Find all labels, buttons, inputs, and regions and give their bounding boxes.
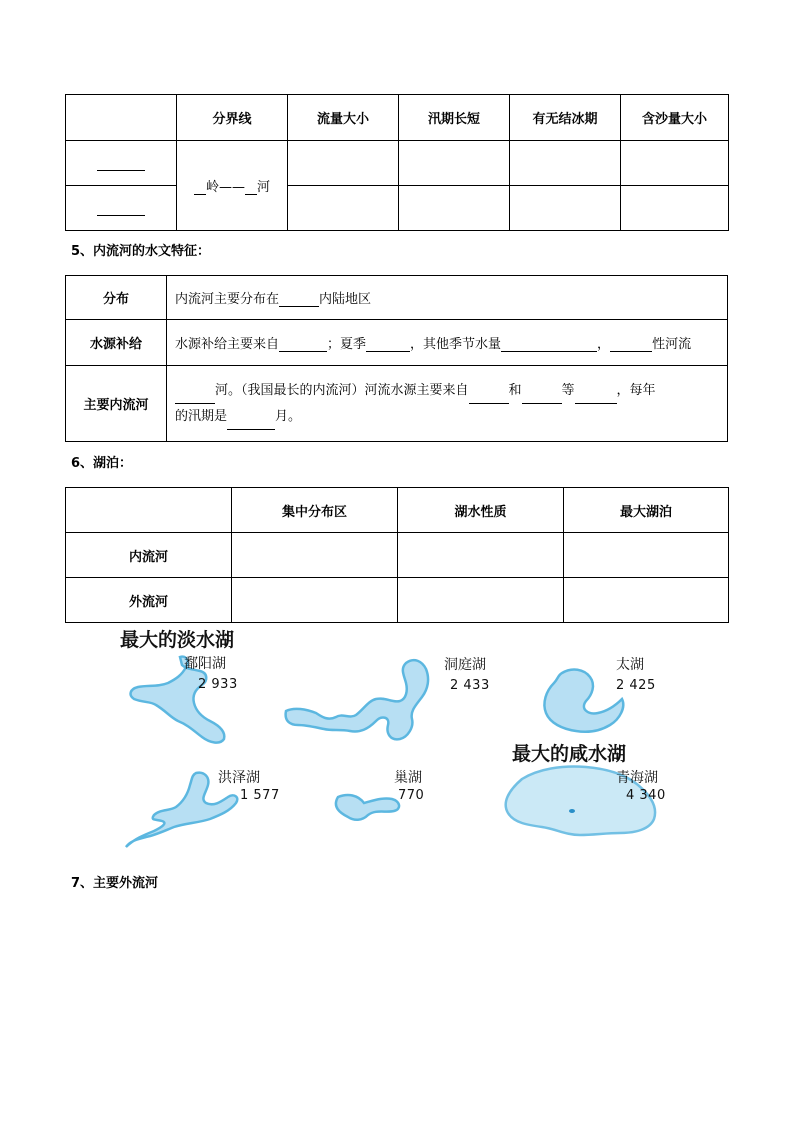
section5-title: 5、内流河的水文特征： [71,244,211,259]
salt-lake-title: 最大的咸水湖 [512,743,627,765]
lake-name: 洞庭湖 [444,657,486,673]
table1-cell[interactable] [621,186,729,231]
table3-cell[interactable] [232,578,398,623]
table1-cell[interactable] [510,186,621,231]
lake-name: 太湖 [616,657,644,673]
table1-header-sediment: 含沙量大小 [621,95,729,141]
section6-title: 6、湖泊： [71,456,133,471]
row-label-water-source: 水源补给 [66,320,167,366]
inland-river-table [65,275,728,442]
main-river-text-f: 月。 [275,408,302,424]
table3-cell[interactable] [398,578,564,623]
row-label-distribution: 分布 [66,276,167,320]
main-river-text-b: 和 [508,382,522,398]
table1-header-blank [66,95,177,141]
lake-area: 2 425 [616,678,656,693]
table1-cell[interactable] [621,141,729,186]
table3-cell[interactable] [232,533,398,578]
water-source-text-e: 性河流 [652,337,692,352]
table3-cell[interactable] [564,533,729,578]
dongting-lake-shape [286,660,428,739]
water-source-text-d: ， [597,337,611,352]
qinghai-island [569,809,575,813]
lake-name: 青海湖 [616,770,658,786]
water-source-text-a: 水源补给主要来自 [175,337,280,352]
table1-region-blank-1[interactable] [66,141,177,186]
lake-table [65,487,729,623]
table1-cell[interactable] [288,141,399,186]
boundary-dash: —— [219,180,245,195]
table3-header-largest: 最大湖泊 [564,488,729,533]
river-comparison-table [65,94,729,231]
distribution-text-b: 内陆地区 [319,292,372,307]
row-label-main-inland-river: 主要内流河 [66,366,167,442]
table3-cell[interactable] [564,578,729,623]
main-river-text-e: 的汛期是 [175,408,228,424]
water-source-text-b: ；夏季 [327,337,367,352]
table1-region-blank-2[interactable] [66,186,177,231]
section7-title: 7、主要外流河 [71,876,159,891]
table1-header-ice: 有无结冰期 [510,95,621,141]
table1-header-flow: 流量大小 [288,95,399,141]
boundary-river-text: 河 [257,180,271,195]
main-river-text-c: 等 [561,382,575,398]
table3-header-distribution: 集中分布区 [232,488,398,533]
table1-cell[interactable] [399,141,510,186]
table3-header-nature: 湖水性质 [398,488,564,533]
lake-name: 鄱阳湖 [184,656,226,672]
fresh-lake-title: 最大的淡水湖 [120,629,235,651]
lake-name: 洪泽湖 [218,770,260,786]
lake-name: 巢湖 [394,770,422,786]
water-source-text-c: ，其他季节水量 [410,337,502,352]
table1-header-boundary: 分界线 [177,95,288,141]
main-river-text-a: 河。（我国最长的内流河）河流水源主要来自 [215,382,469,398]
table3-header-blank [66,488,232,533]
distribution-cell[interactable] [167,276,728,320]
lake-area: 2 933 [198,677,238,692]
table1-cell[interactable] [399,186,510,231]
main-river-text-d: ，每年 [616,382,656,398]
table1-header-flood: 汛期长短 [399,95,510,141]
table1-cell[interactable] [510,141,621,186]
lake-area: 4 340 [626,788,666,803]
lake-area: 770 [398,788,425,803]
lake-area: 1 577 [240,788,280,803]
water-source-cell[interactable] [167,320,728,366]
chaohu-lake-shape [336,795,399,820]
boundary-ridge-text: 岭 [205,180,219,195]
table3-cell[interactable] [398,533,564,578]
table3-row-label-inland: 内流河 [66,533,232,578]
table1-cell[interactable] [288,186,399,231]
lake-area: 2 433 [450,678,490,693]
distribution-text-a: 内流河主要分布在 [175,292,280,307]
main-inland-river-cell[interactable] [167,366,728,442]
lakes-illustration [110,625,670,855]
table3-row-label-outflow: 外流河 [66,578,232,623]
taihu-lake-shape [544,670,623,732]
table1-boundary-cell[interactable] [177,141,288,231]
